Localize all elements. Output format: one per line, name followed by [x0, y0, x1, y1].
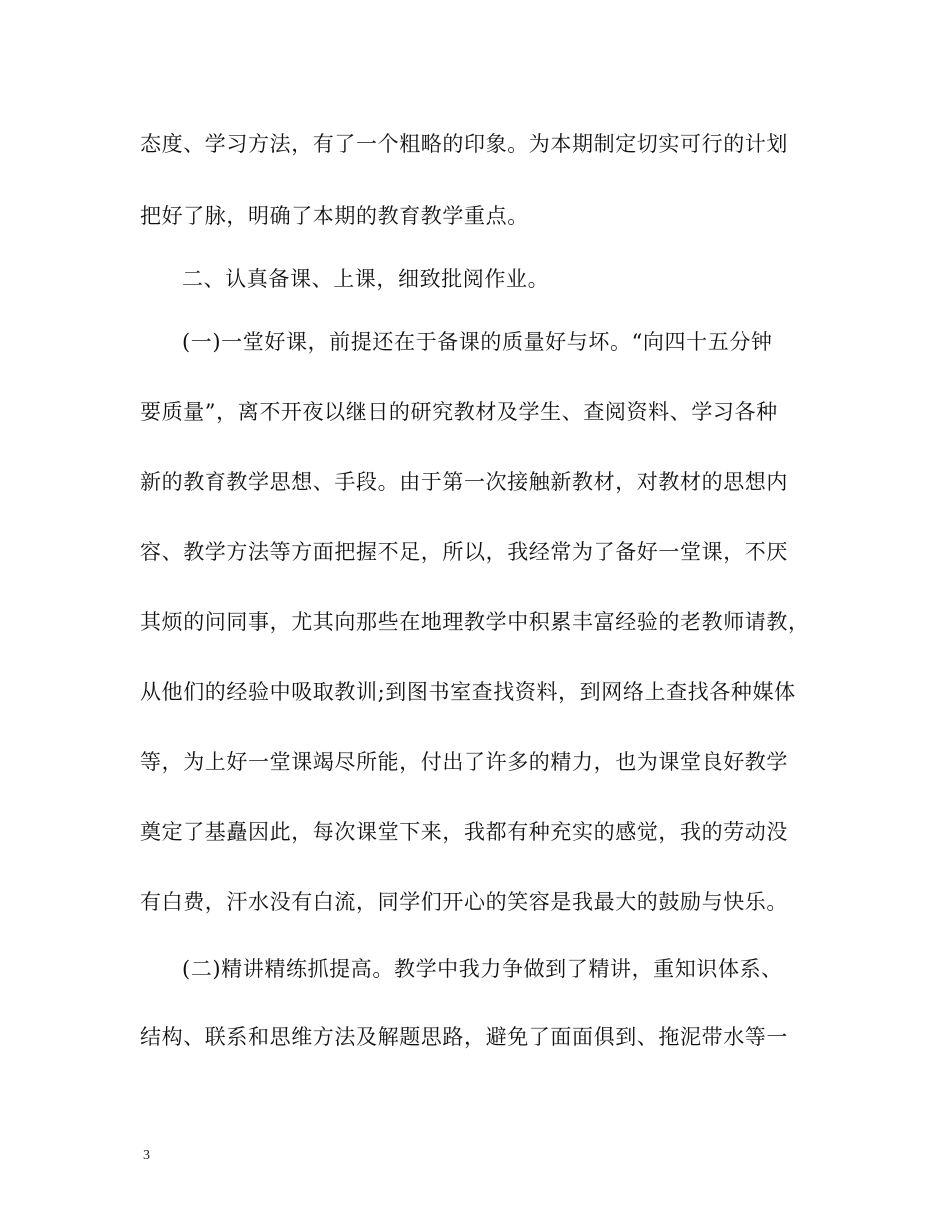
text-line: 结构、联系和思维方法及解题思路，避免了面面俱到、拖泥带水等一 — [140, 1025, 788, 1049]
text-line: 有白费，汗水没有白流，同学们开心的笑容是我最大的鼓励与快乐。 — [140, 890, 788, 914]
text-line: 从他们的经验中吸取教训;到图书室查找资料，到网络上查找各种媒体 — [140, 680, 796, 704]
text-line: (一)一堂好课，前提还在于备课的质量好与坏。“向四十五分钟 — [182, 330, 773, 354]
text-line: (二)精讲精练抓提高。教学中我力争做到了精讲，重知识体系、 — [182, 957, 783, 981]
section-heading: 二、认真备课、上课，细致批阅作业。 — [182, 267, 550, 291]
text-line: 容、教学方法等方面把握不足，所以，我经常为了备好一堂课，不厌 — [140, 540, 788, 564]
text-line: 要质量”，离不开夜以继日的研究教材及学生、查阅资料、学习各种 — [140, 400, 778, 424]
text-line: 新的教育教学思想、手段。由于第一次接触新教材，对教材的思想内 — [140, 470, 788, 494]
page-number: 3 — [143, 1148, 150, 1163]
text-line: 态度、学习方法，有了一个粗略的印象。为本期制定切实可行的计划 — [140, 132, 788, 156]
text-line: 把好了脉，明确了本期的教育教学重点。 — [140, 204, 529, 228]
text-line: 其烦的问同事，尤其向那些在地理教学中积累丰富经验的老教师请教， — [140, 610, 810, 634]
text-line: 等，为上好一堂课竭尽所能，付出了许多的精力，也为课堂良好教学 — [140, 750, 788, 774]
text-line: 奠定了基矗因此，每次课堂下来，我都有种充实的感觉，我的劳动没 — [140, 820, 788, 844]
